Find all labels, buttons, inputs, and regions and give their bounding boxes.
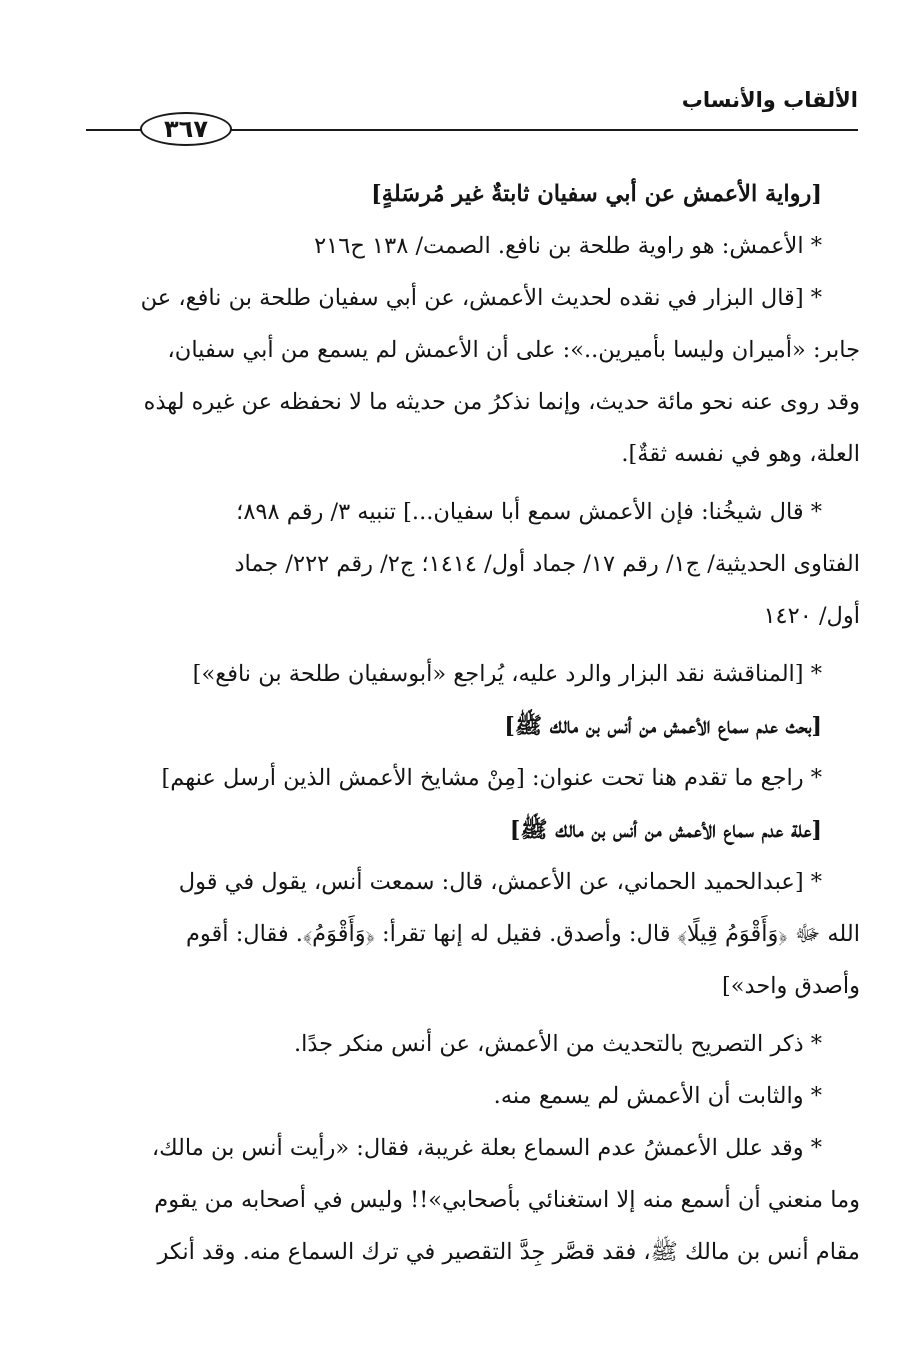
body-line: وما منعني أن أسمع منه إلا استغنائي بأصحابي»!! وليس في أصحابه من يقوم [154,1187,860,1213]
body-line: أول/ ١٤٢٠ [763,603,860,629]
body-line: العلة، وهو في نفسه ثقةٌ]. [621,441,860,467]
body-line: وقد روى عنه نحو مائة حديث، وإنما نذكرُ من حديثه ما لا نحفظه عن غيره لهذه [143,389,860,415]
body-line: * راجع ما تقدم هنا تحت عنوان: [مِنْ مشايخ الأعمش الذين أرسل عنهم] [161,765,822,791]
body-line: * الأعمش: هو راوية طلحة بن نافع. الصمت/ ١٣٨ ح٢١٦ [314,233,822,259]
body-line: جابر: «أميران وليسا بأميرين..»: على أن الأعمش لم يسمع من أبي سفيان، [167,337,860,363]
section-heading: [بحث عدم سماع الأعمش من أنس بن مالك ﷺ] [504,713,822,739]
section-heading: [علة عدم سماع الأعمش من أنس بن مالك ﷺ] [509,817,822,843]
body-line: * والثابت أن الأعمش لم يسمع منه. [493,1083,822,1109]
body-line: الله ﷻ ﴿وَأَقْوَمُ قِيلًا﴾ قال: وأصدق. فقيل له إنها تقرأ: ﴿وَأَقْوَمُ﴾. فقال: أقوم [185,921,860,947]
page-body [92,168,860,1278]
body-line: * ذكر التصريح بالتحديث من الأعمش، عن أنس منكر جدًا. [293,1031,822,1057]
section-heading: [رواية الأعمش عن أبي سفيان ثابتةٌ غير مُرسَلةٍ] [371,181,822,207]
body-line: * [المناقشة نقد البزار والرد عليه، يُراجع «أبوسفيان طلحة بن نافع»] [192,661,822,687]
body-line: * [قال البزار في نقده لحديث الأعمش، عن أبي سفيان طلحة بن نافع، عن [140,285,822,311]
body-line: * وقد علل الأعمشُ عدم السماع بعلة غريبة، فقال: «رأيت أنس بن مالك، [151,1135,822,1161]
body-line: مقام أنس بن مالك ﷺ، فقد قصَّر جِدَّ التقصير في ترك السماع منه. وقد أنكر [157,1239,860,1265]
page-number: ٣٦٧ [140,112,232,146]
body-line: الفتاوى الحديثية/ ج١/ رقم ١٧/ جماد أول/ ١٤١٤؛ ج٢/ رقم ٢٢٢/ جماد [234,551,860,577]
body-line: وأصدق واحد»] [721,973,860,999]
running-header: الألقاب والأنساب [681,88,858,112]
body-line: * قال شيخُنا: فإن الأعمش سمع أبا سفيان...] تنبيه ٣/ رقم ٨٩٨؛ [236,499,822,525]
body-line: * [عبدالحميد الحماني، عن الأعمش، قال: سمعت أنس، يقول في قول [178,869,822,895]
